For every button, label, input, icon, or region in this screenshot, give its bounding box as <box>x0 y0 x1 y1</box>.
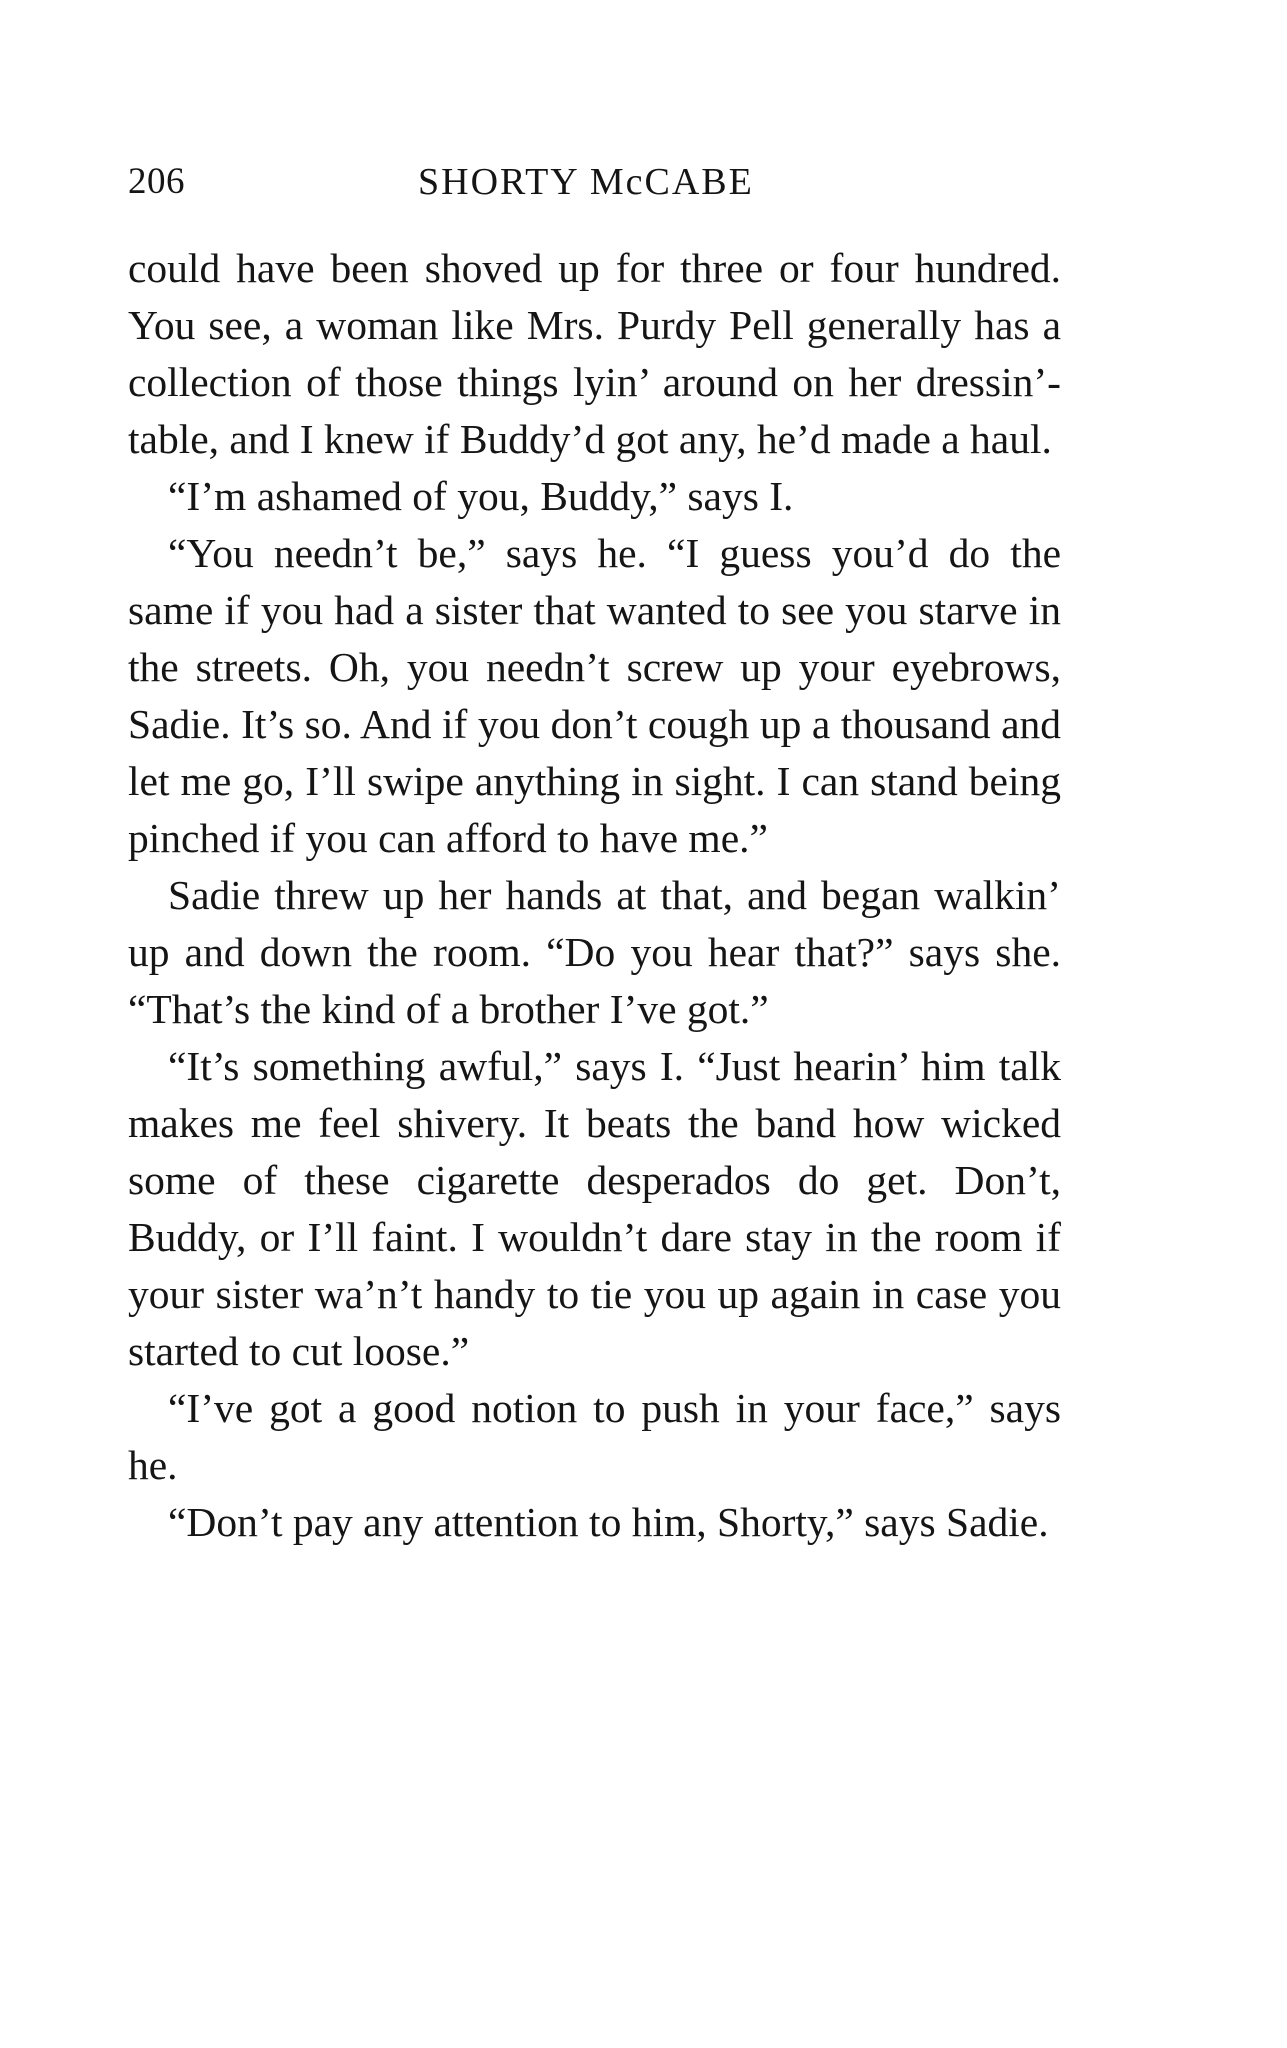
running-head <box>128 160 1063 212</box>
paragraph: “I’ve got a good notion to push in your face,” says he. <box>128 1385 1061 1488</box>
paragraph: “It’s something awful,” says I. “Just hearin’ him talk makes me feel shivery. It beats the band how wicked some of these cigarette desperados do get. Don’t, Buddy, or I’ll faint. I wouldn’t dare stay in the room if your sister wa’n’t handy to tie you up again in case you started to cut loose.” <box>128 1043 1061 1374</box>
running-title: SHORTY McCABE <box>418 161 754 203</box>
paragraph: Sadie threw up her hands at that, and began walkin’ up and down the room. “Do you hear that?” says she. “That’s the kind of a brother I’ve got.” <box>128 872 1061 1032</box>
paragraph: “You needn’t be,” says he. “I guess you’d do the same if you had a sister that wanted to see you starve in the streets. Oh, you needn’t screw up your eyebrows, Sadie. It’s so. And if you don’t cough up a thousand and let me go, I’ll swipe anything in sight. I can stand being pinched if you can afford to have me.” <box>128 530 1061 861</box>
page-number: 206 <box>128 161 185 202</box>
paragraph: “I’m ashamed of you, Buddy,” says I. <box>168 473 794 519</box>
body-text <box>128 240 1061 1551</box>
paragraph-continuation: could have been shoved up for three or four hundred. You see, a woman like Mrs. Purdy Pell generally has a collection of those things lyin’ around on her dressin’-table, and I knew if Buddy’d got any, he’d made a haul. <box>128 245 1061 462</box>
paragraph: “Don’t pay any attention to him, Shorty,” says Sadie. <box>168 1499 1049 1545</box>
